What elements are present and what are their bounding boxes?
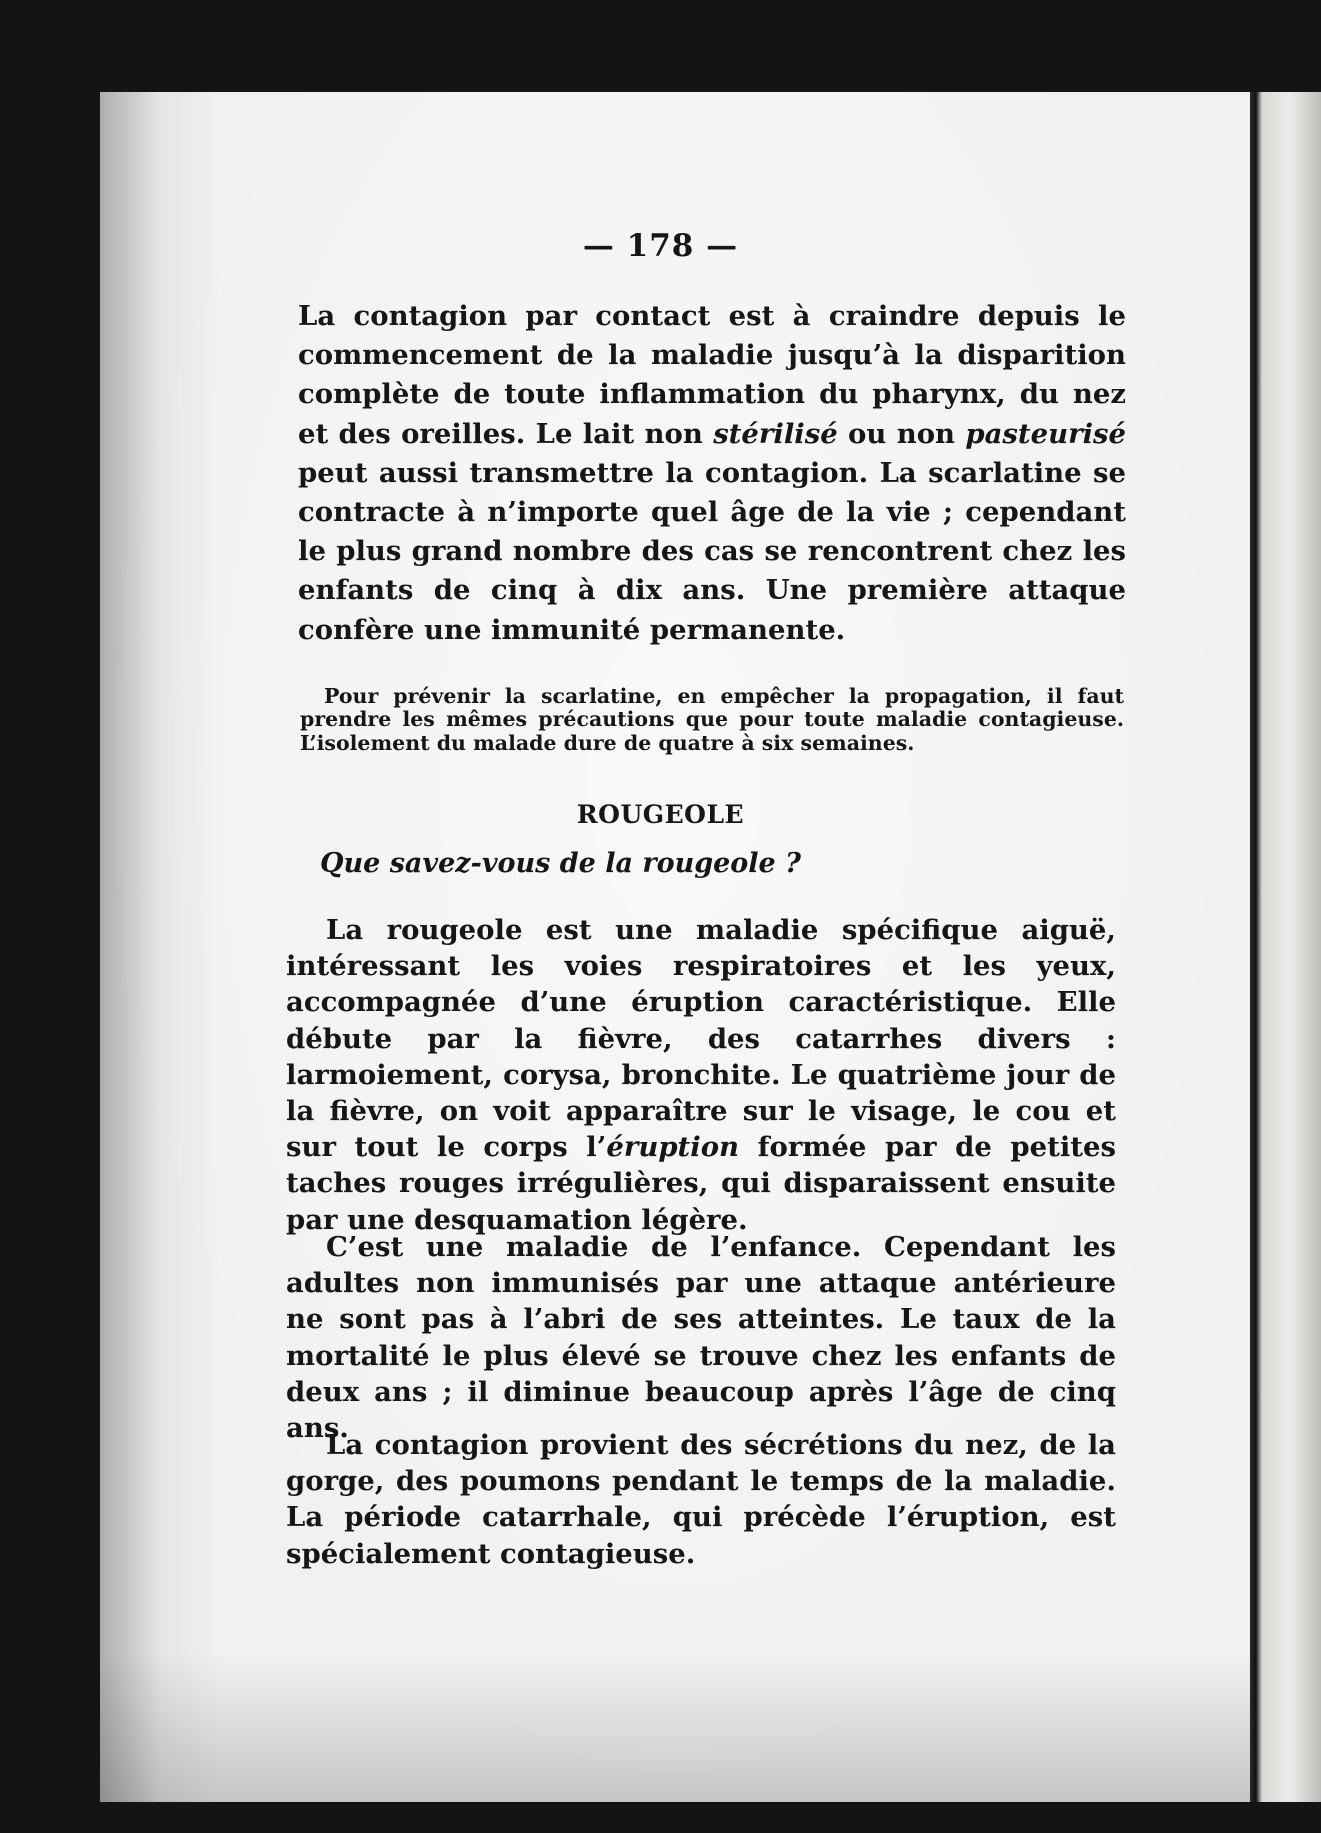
- term-pasteurise: pasteurisé: [965, 417, 1127, 450]
- paragraph-rougeole-part1: La rougeole est une maladie spécifique aiguë, intéressant les voies respiratoires et les yeux, accompagnée d’une éruption caractéristique. Elle débute par la fièvre, des catarrhes divers : larmoiement, corysa, bronchite. Le quatrième jour de la fièvre, on voit apparaître sur le visage, le cou et sur tout le corps l’: [286, 914, 1116, 1164]
- page-number: — 178 —: [582, 228, 739, 264]
- paragraph-contagion: [298, 297, 1126, 650]
- paragraph-contagion-part2: ou non: [837, 417, 966, 450]
- section-heading: ROUGEOLE: [576, 800, 745, 829]
- paragraph-contagion-part1: La contagion par contact est à craindre depuis le commencement de la maladie jusqu’à la disparition complète de toute inflammation du pharynx, du nez et des oreilles. Le lait non: [298, 300, 1126, 450]
- term-sterilise: stérilisé: [713, 417, 838, 450]
- paragraph-enfance: C’est une maladie de l’enfance. Cependant les adultes non immunisés par une attaque antérieure ne sont pas à l’abri de ses atteintes. Le taux de la mortalité le plus élevé se trouve chez les enfants de deux ans ; il diminue beaucoup après l’âge de cinq ans.: [286, 1231, 1116, 1445]
- term-eruption: éruption: [606, 1131, 740, 1164]
- paragraph-contagion-part3: peut aussi transmettre la contagion. La scarlatine se contracte à n’importe quel âge de la vie ; cependant le plus grand nombre des cas se rencontrent chez les enfants de cinq à dix ans. Une première attaque confère une immunité permanente.: [298, 456, 1126, 646]
- paragraph-rougeole-part2: formée par de petites taches rouges irrégulières, qui disparaissent ensuite par une desquamation légère.: [286, 1131, 1116, 1236]
- note-prevention: Pour prévenir la scarlatine, en empêcher la propagation, il faut prendre les mêmes précautions que pour toute maladie contagieuse. L’isolement du malade dure de quatre à six semaines.: [300, 684, 1124, 755]
- paragraph-rougeole-definition: [286, 912, 1116, 1238]
- paragraph-contagion-secretions: La contagion provient des sécrétions du nez, de la gorge, des poumons pendant le temps de la maladie. La période catarrhale, qui précède l’éruption, est spécialement contagieuse.: [286, 1429, 1116, 1570]
- question-heading: Que savez-vous de la rougeole ?: [320, 848, 801, 879]
